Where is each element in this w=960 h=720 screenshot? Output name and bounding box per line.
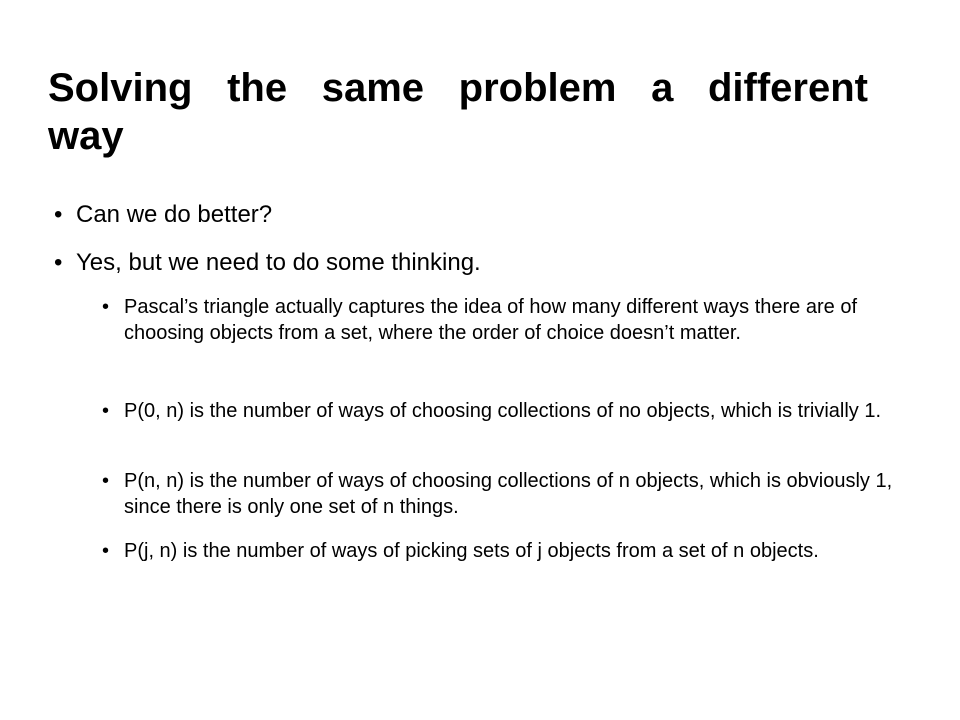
sub-bullet-icon: •: [102, 470, 110, 492]
sub-bullet-icon: •: [102, 400, 110, 422]
bullet-icon: •: [54, 201, 63, 228]
sub-bullet-text: P(j, n) is the number of ways of picking sets of j objects from a set of n objects.: [124, 540, 819, 562]
sub-bullet-item: [102, 294, 902, 346]
bullet-text: Can we do better?: [76, 201, 273, 228]
sub-bullet-icon: •: [102, 540, 110, 562]
sub-bullet-icon: •: [102, 296, 110, 318]
sub-bullet-item: [102, 468, 902, 520]
slide-title: Solving the same problem a different way: [48, 66, 868, 158]
sub-bullet-text: Pascal’s triangle actually captures the idea of how many different ways there are of choosing objects from a set, where the order of choice doesn’t matter.: [124, 296, 857, 344]
sub-bullet-text: P(n, n) is the number of ways of choosing collections of n objects, which is obviously 1, since there is only one set of n things.: [124, 470, 893, 518]
sub-bullet-item: [102, 538, 902, 564]
sub-bullet-item: [102, 398, 902, 424]
bullet-text: Yes, but we need to do some thinking.: [76, 249, 481, 276]
bullet-icon: •: [54, 249, 63, 276]
sub-bullet-text: P(0, n) is the number of ways of choosing collections of no objects, which is trivially 1.: [124, 400, 882, 422]
